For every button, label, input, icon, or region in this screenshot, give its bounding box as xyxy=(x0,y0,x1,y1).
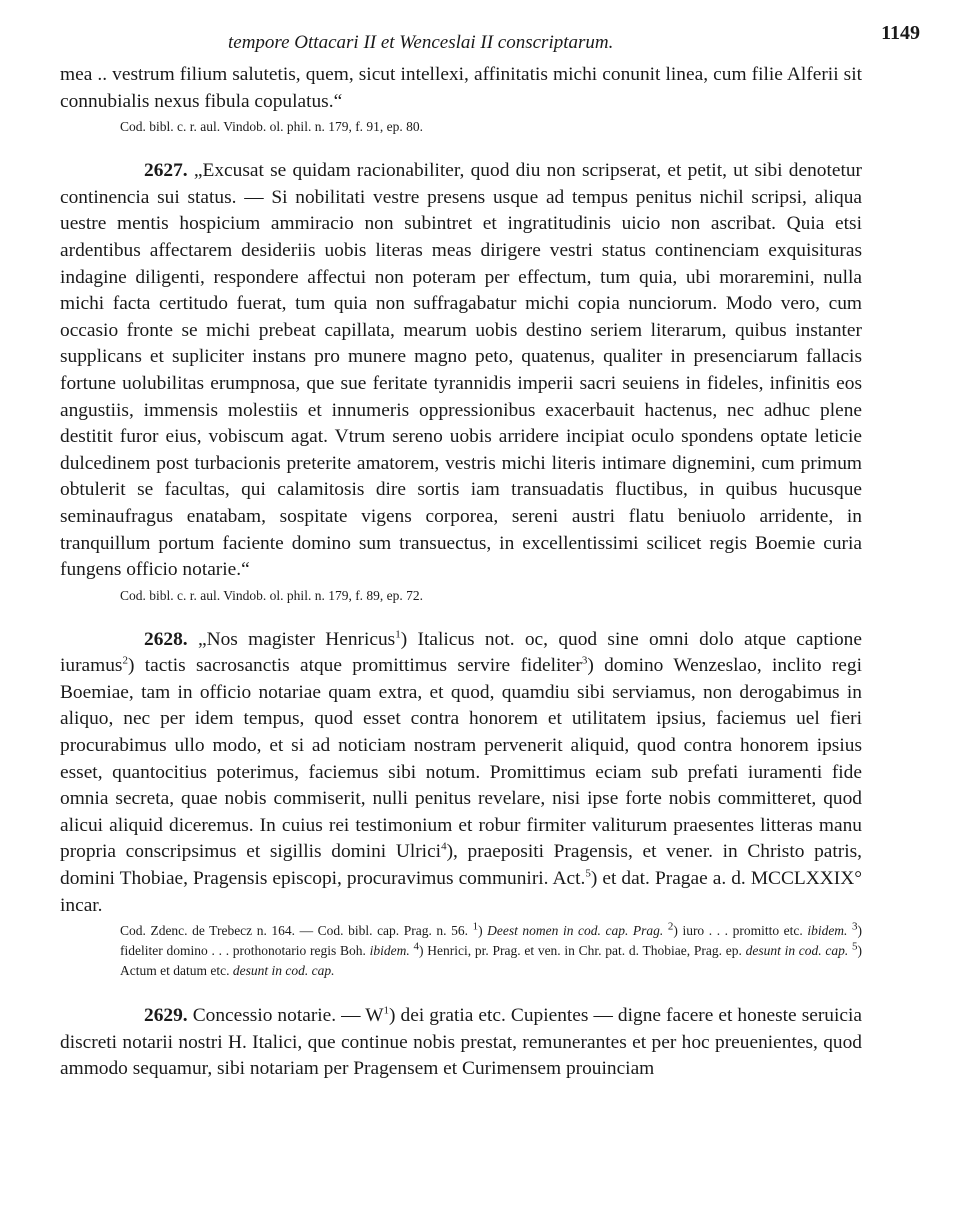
entry-2627-number: 2627. xyxy=(144,160,188,182)
note-5-text: Actum et datum etc. xyxy=(120,963,233,979)
note-4-text: Henrici, pr. Prag. et ven. in Chr. pat. d. Thobiae, Prag. ep. xyxy=(427,943,746,959)
entry-2629-number: 2629. xyxy=(144,1005,188,1027)
note-3-text: fideliter domino . . . prothonotario regis Boh. xyxy=(120,943,370,959)
entry-2628-text-4: ) domino Wenzeslao, inclito regi Boemiae, tam in officio notariae quam extra, et quod, quamdiu sibi serviamus, non derogabimus in aliquo, nec per idem tempus, quod esset contra honorem et utilitatem ipsius, faciemus uel fieri procurabimus ullo modo, et si ad noticiam nostram pervenerit aliquid, quod contra honorem ipsius esset, quantocitius poterimus, faciemus sibi notum. Promittimus eciam sub prefati iuramenti fide omnia secreta, quae nobis commiserit, nulli penitus revelare, nisi ipse forte nobis committeret, quod alicui aliquid diceremus. In cuius rei testimonium et robur firmiter valiturum praesentes litteras manu propria conscripsimus et sigillis domini Ulrici xyxy=(60,655,862,863)
running-title: tempore Ottacari II et Wenceslai II conscriptarum. xyxy=(228,32,614,53)
entry-2629-footnote-mark: 1 xyxy=(383,1004,390,1017)
entry-2627-text: „Excusat se quidam racionabiliter, quod diu non scripserat, et petit, ut sibi denotetur continencia sui status. — Si nobilitati vestre presens usque ad tempus penitus nichil scripsi, aliqua uestre mentis hospicium ammiracio non subintret et ingratitudinis uicio non ascribat. Quia etsi ardentibus affectarem desideriis uobis literas meas dirigere vestri status continenciam exquisituras indagine diligenti, respondere affectui non poteram per effectum, tum quia, ubi moraremini, nulla michi facta certitudo fuerat, tum quia non suffragabatur michi copia nunciorum. Modo vero, cum occasio fronte se michi prebeat capillata, mearum uobis destino seriem literarum, quibus instanter supplicans et supliciter instans pro munere magno peto, quatenus, qualiter in presenciarum fallacis fortune uolubilitas erumpnosa, que sue feritate tyrannidis imperii sacri seuiens in fideles, infinitis eos angustiis, immensis molestiis et innumeris oppressionibus exacerbauit hactenus, nec adhuc plene destitit furor eius, vobiscum agat. Vtrum sereno uobis arridere incipiat oculo spondens optate leticie dulcedinem post turbacionis preterite amatorem, vestris michi literis intimare dignemini, cum primum obtulerit se facultas, qui calamitosis dire sortis iam transuadatis fluctibus, in quibus hucusque seminaufragus enatabam, sospitate vigens corporea, sereni austri flatu beniuolo arridente, in tranquillum portum faciente domino sum transuectus, in excellentissimi scilicet regis Boemie curia fungens officio notarie.“ xyxy=(60,160,862,581)
note-5-mark: 5 xyxy=(852,940,858,953)
note-2-text: iuro . . . promitto etc. xyxy=(682,923,808,939)
entry-2629-text-1: Concessio notarie. — W xyxy=(192,1005,384,1027)
entry-2628-text-6: ) et dat. Pragae a. d. MCCLXXIX° incar. xyxy=(60,868,862,916)
note-1-text: Deest nomen in cod. cap. Prag. xyxy=(487,923,664,939)
note-4-mark: 4 xyxy=(413,940,420,953)
entry-2629 xyxy=(60,1003,862,1083)
opening-citation: Cod. bibl. c. r. aul. Vindob. ol. phil. n. 179, f. 91, ep. 80. xyxy=(120,119,424,135)
note-2-mark: 2 xyxy=(667,920,674,933)
footnote-mark-4: 4 xyxy=(441,840,447,853)
entry-2628-paragraph xyxy=(60,627,862,920)
footnote-mark-5: 5 xyxy=(585,867,591,880)
page-header xyxy=(60,22,920,58)
note-source: Cod. Zdenc. de Trebecz n. 164. — Cod. bibl. cap. Prag. n. 56. xyxy=(120,923,473,939)
footnote-mark-3: 3 xyxy=(581,654,588,667)
page-number: 1149 xyxy=(881,22,920,44)
entry-2628-number: 2628. xyxy=(144,628,188,650)
footnote-mark-2: 2 xyxy=(122,654,128,667)
entry-2627 xyxy=(60,158,862,605)
entry-2628-text-1: „Nos magister Henricus xyxy=(197,628,396,650)
entry-2627-paragraph xyxy=(60,158,862,584)
note-3-ibidem: ibidem. xyxy=(369,943,410,959)
note-3-mark: 3 xyxy=(852,920,858,933)
note-1-mark: 1 xyxy=(472,920,479,933)
entry-2628-text-3: ) tactis sacrosanctis atque promittimus servire fideliter xyxy=(127,655,582,677)
entry-2628-text-2: ) Italicus not. oc, quod sine omni dolo atque captione iuramus xyxy=(60,628,862,677)
note-4-desunt: desunt in cod. cap. xyxy=(745,943,849,959)
footnote-mark-1: 1 xyxy=(395,628,401,641)
entry-2629-text-2: ) dei gratia etc. Cupientes — digne facere et honeste seruicia discreti notarii nostri H. Italici, que continue nobis prestat, remunerantes et per hoc preuenientes, quod ammodo sequamur, sibi notariam per Pragensem et Curimensem prouinciam xyxy=(60,1005,862,1080)
entry-2628 xyxy=(60,627,862,982)
note-5-desunt: desunt in cod. cap. xyxy=(232,963,335,979)
entry-2628-text-5: ), praepositi Pragensis, et vener. in Christo patris, domini Thobiae, Pragensis episcopi, procuravimus communiri. Act. xyxy=(60,841,862,890)
entry-2628-footnotes: Cod. Zdenc. de Trebecz n. 164. — Cod. bibl. cap. Prag. n. 56. $^1$) Deest nomen in cod. cap. Prag. $^2$) iuro . . . promitto etc. ibidem. $^3$) fideliter domino . . . prothonotario regis Boh. ibidem. $^4$) Henrici, pr. Prag. et ven. in Chr. pat. d. Thobiae, Prag. ep. desunt in cod. cap. $^5$) Actum et datum etc. desunt in cod. cap. xyxy=(120,920,863,979)
note-2-ibidem: ibidem. xyxy=(807,923,848,939)
entry-2627-citation: Cod. bibl. c. r. aul. Vindob. ol. phil. n. 179, f. 89, ep. 72. xyxy=(120,587,424,603)
entry-2629-paragraph xyxy=(60,1003,862,1083)
opening-paragraph: mea .. vestrum filium salutetis, quem, sicut intellexi, affinitatis michi conunit linea, cum filie Alferii sit connubialis nexus fibula copulatus.“ xyxy=(60,64,862,112)
